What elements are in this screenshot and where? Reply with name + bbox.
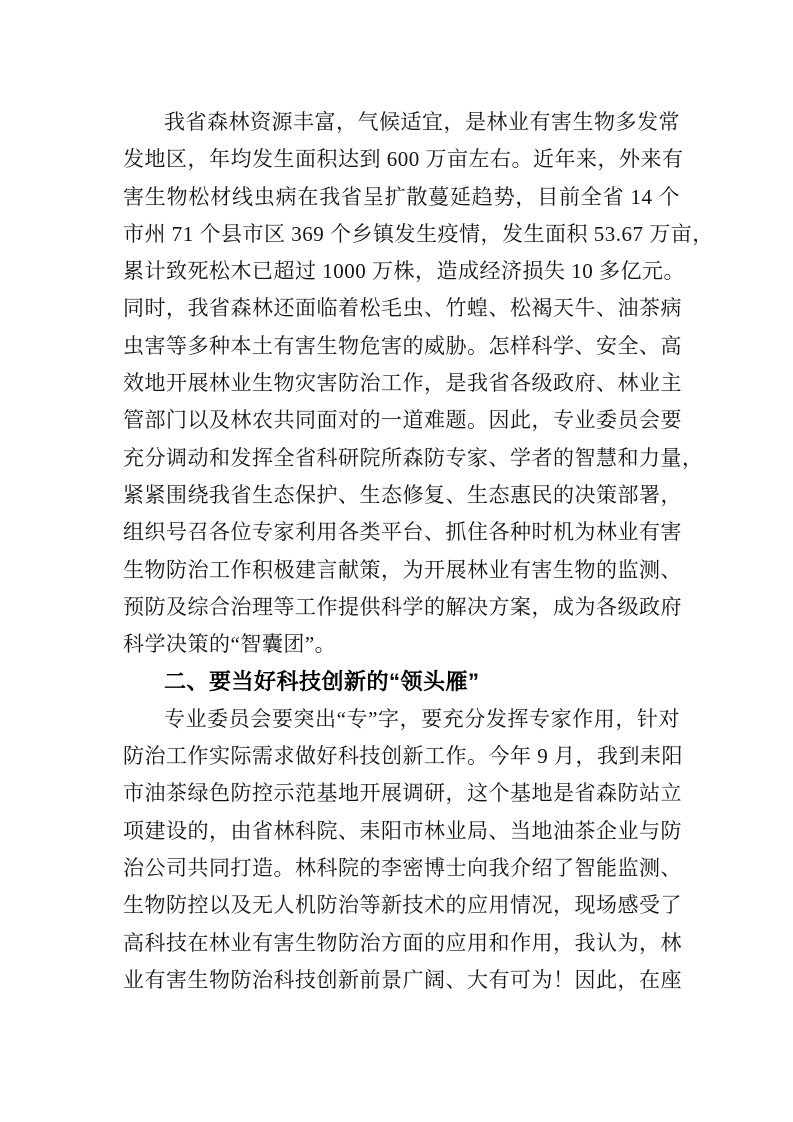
text-line: 虫害等多种本土有害生物危害的威胁。怎样科学、安全、高 bbox=[123, 333, 682, 358]
text-line: 市州 71 个县市区 369 个乡镇发生疫情，发生面积 53.67 万亩， bbox=[123, 221, 714, 246]
text-line: 累计致死松木已超过 1000 万株，造成经济损失 10 多亿元。 bbox=[123, 259, 685, 284]
text-line: 业有害生物防治科技创新前景广阔、大有可为！因此，在座 bbox=[123, 967, 682, 992]
text-line: 我省森林资源丰富，气候适宜，是林业有害生物多发常 bbox=[164, 110, 680, 134]
text-line: 防治工作实际需求做好科技创新工作。今年 9 月，我到耒阳 bbox=[123, 744, 683, 769]
text-line: 专业委员会要突出“专”字，要充分发挥专家作用，针对 bbox=[164, 706, 680, 731]
text-line: 同时，我省森林还面临着松毛虫、竹蝗、松褐天牛、油茶病 bbox=[123, 296, 682, 321]
text-line: 高科技在林业有害生物防治方面的应用和作用，我认为，林 bbox=[123, 930, 682, 955]
paragraph-end-line: 科学决策的“智囊团”。 bbox=[123, 632, 337, 657]
text-line: 预防及综合治理等工作提供科学的解决方案，成为各级政府 bbox=[123, 594, 682, 619]
text-line: 市油茶绿色防控示范基地开展调研，这个基地是省森防站立 bbox=[123, 781, 682, 806]
text-line: 充分调动和发挥全省科研院所森防专家、学者的智慧和力量， bbox=[123, 445, 704, 470]
text-line: 治公司共同打造。林科院的李密博士向我介绍了智能监测、 bbox=[123, 855, 682, 880]
text-line: 效地开展林业生物灾害防治工作，是我省各级政府、林业主 bbox=[123, 371, 682, 396]
text-line: 紧紧围绕我省生态保护、生态修复、生态惠民的决策部署， bbox=[123, 482, 682, 507]
text-line: 害生物松材线虫病在我省呈扩散蔓延趋势，目前全省 14 个 bbox=[123, 184, 680, 209]
section-heading: 二、要当好科技创新的“领头雁” bbox=[164, 669, 480, 695]
text-line: 项建设的，由省林科院、耒阳市林业局、当地油茶企业与防 bbox=[123, 818, 682, 843]
document-body bbox=[123, 104, 714, 999]
text-line: 生物防治工作积极建言献策，为开展林业有害生物的监测、 bbox=[123, 557, 682, 582]
text-line: 生物防控以及无人机防治等新技术的应用情况，现场感受了 bbox=[123, 893, 682, 918]
text-line: 发地区，年均发生面积达到 600 万亩左右。近年来，外来有 bbox=[123, 147, 684, 172]
text-line: 组织号召各位专家利用各类平台、抓住各种时机为林业有害 bbox=[123, 520, 682, 545]
text-line: 管部门以及林农共同面对的一道难题。因此，专业委员会要 bbox=[123, 408, 682, 433]
